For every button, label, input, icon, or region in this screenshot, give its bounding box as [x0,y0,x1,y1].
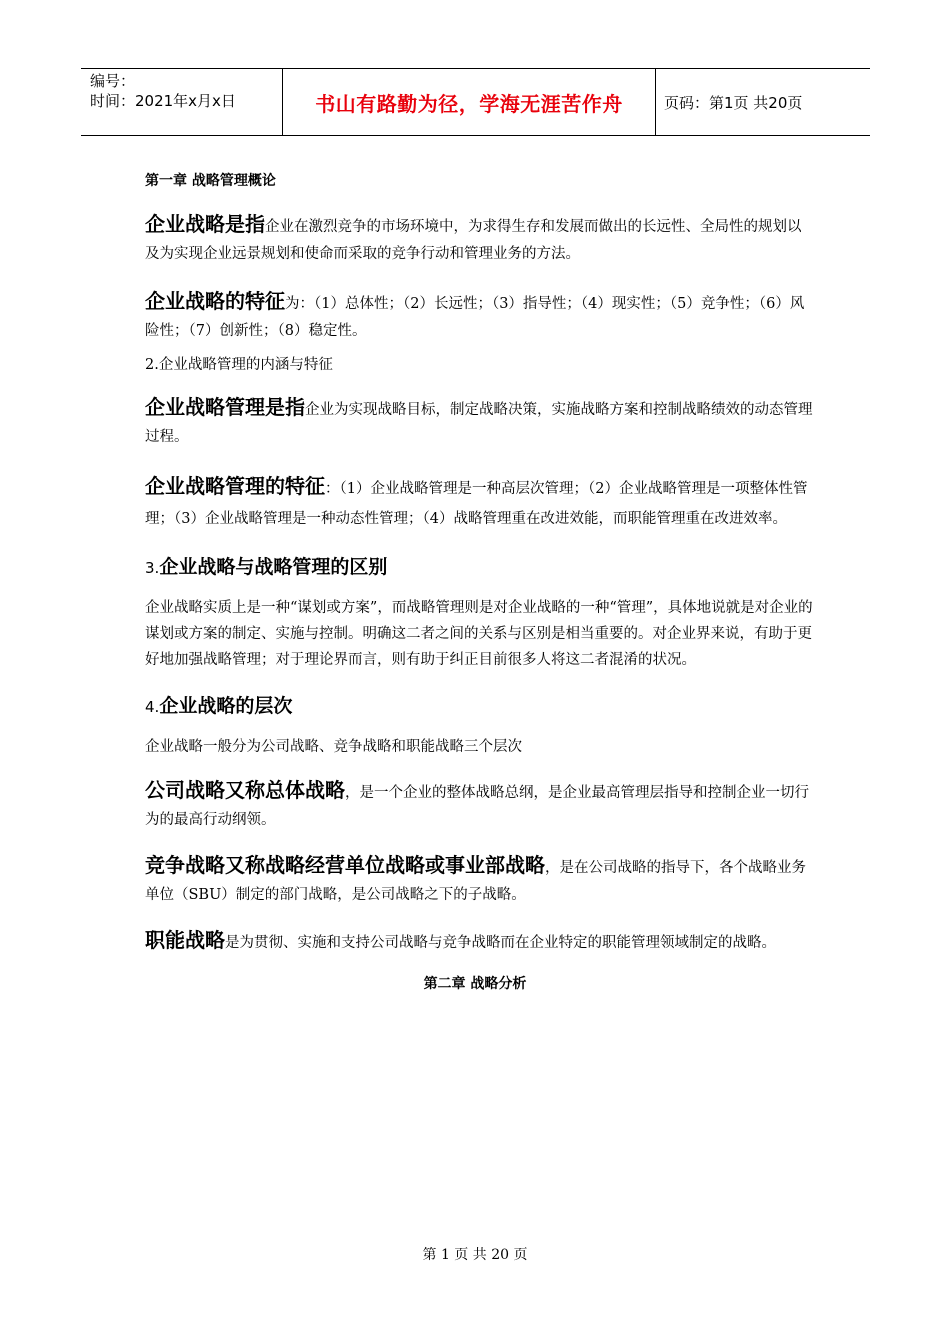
features-paragraph [145,288,815,345]
functional-strategy-paragraph [145,927,815,957]
number-label: 编号： [90,72,136,90]
corporate-strategy-lead: 公司战略又称总体战略 [145,778,345,802]
motto: 书山有路勤为径，学海无涯苦作舟 [315,91,623,116]
competitive-strategy-text: ，是在公司战略的指导下，各个战略业务单位（SBU）制定的部门战略，是公司战略之下的子战略。 [145,860,806,903]
mgmt-features-text: ：（1）企业战略管理是一种高层次管理；（2）企业战略管理是一项整体性管理；（3）企业战略管理是一种动态性管理；（4）战略管理重在改进效能，而职能管理重在改进效率。 [145,481,808,527]
header-page-info: 页码：第1页 共20页 [664,93,803,112]
mgmt-definition-paragraph [145,394,815,451]
section-4-title: 企业战略的层次 [159,695,293,717]
mgmt-definition-text: 企业为实现战略目标，制定战略决策，实施战略方案和控制战略绩效的动态管理过程。 [145,402,813,445]
header-table [81,68,870,136]
corporate-strategy-paragraph [145,777,815,834]
section-3-text: 企业战略实质上是一种“谋划或方案”，而战略管理则是对企业战略的一种“管理”，具体地说就是对企业的谋划或方案的制定、实施与控制。明确这二者之间的关系与区别是相当重要的。对企业界来说，有助于更好地加强战略管理；对于理论界而言，则有助于纠正目前很多人将这二者混淆的状况。 [145,600,813,668]
features-lead: 企业战略的特征 [145,289,285,313]
definition-lead: 企业战略是指 [145,212,265,236]
mgmt-definition-lead: 企业战略管理是指 [145,395,305,419]
definition-text: 企业在激烈竞争的市场环境中，为求得生存和发展而做出的长远性、全局性的规划以及为实现企业远景规划和使命而采取的竞争行动和管理业务的方法。 [145,219,802,262]
section-3-number: 3. [145,559,160,577]
time-label: 时间：2021年x月x日 [90,92,236,110]
section-2-title: 2.企业战略管理的内涵与特征 [145,357,333,373]
chapter-2-title: 第二章 战略分析 [423,976,527,992]
definition-paragraph [145,211,815,268]
page-footer: 第 1 页 共 20 页 [422,1247,528,1263]
functional-strategy-lead: 职能战略 [145,928,225,952]
header-meta [81,69,282,135]
chapter-1-title: 第一章 战略管理概论 [145,173,276,189]
corporate-strategy-text: ，是一个企业的整体战略总纲，是企业最高管理层指导和控制企业一切行为的最高行动纲领。 [145,785,809,828]
section-3-heading [145,552,815,579]
features-text: 为：（1）总体性；（2）长远性；（3）指导性；（4）现实性；（5）竞争性；（6）风险性；（7）创新性；（8）稳定性。 [145,296,805,339]
competitive-strategy-paragraph [145,852,815,909]
competitive-strategy-lead: 竞争战略又称战略经营单位战略或事业部战略 [145,853,545,877]
section-3-title: 企业战略与战略管理的区别 [159,556,388,578]
header-motto-cell [282,69,656,135]
section-4-number: 4. [145,698,160,716]
mgmt-features-paragraph [145,471,815,534]
document-body [145,170,815,993]
functional-strategy-text: 是为贯彻、实施和支持公司战略与竞争战略而在企业特定的职能管理领域制定的战略。 [225,935,776,951]
section-4-text: 企业战略一般分为公司战略、竞争战略和职能战略三个层次 [145,739,522,755]
section-4-heading [145,691,815,718]
mgmt-features-lead: 企业战略管理的特征 [145,474,325,498]
